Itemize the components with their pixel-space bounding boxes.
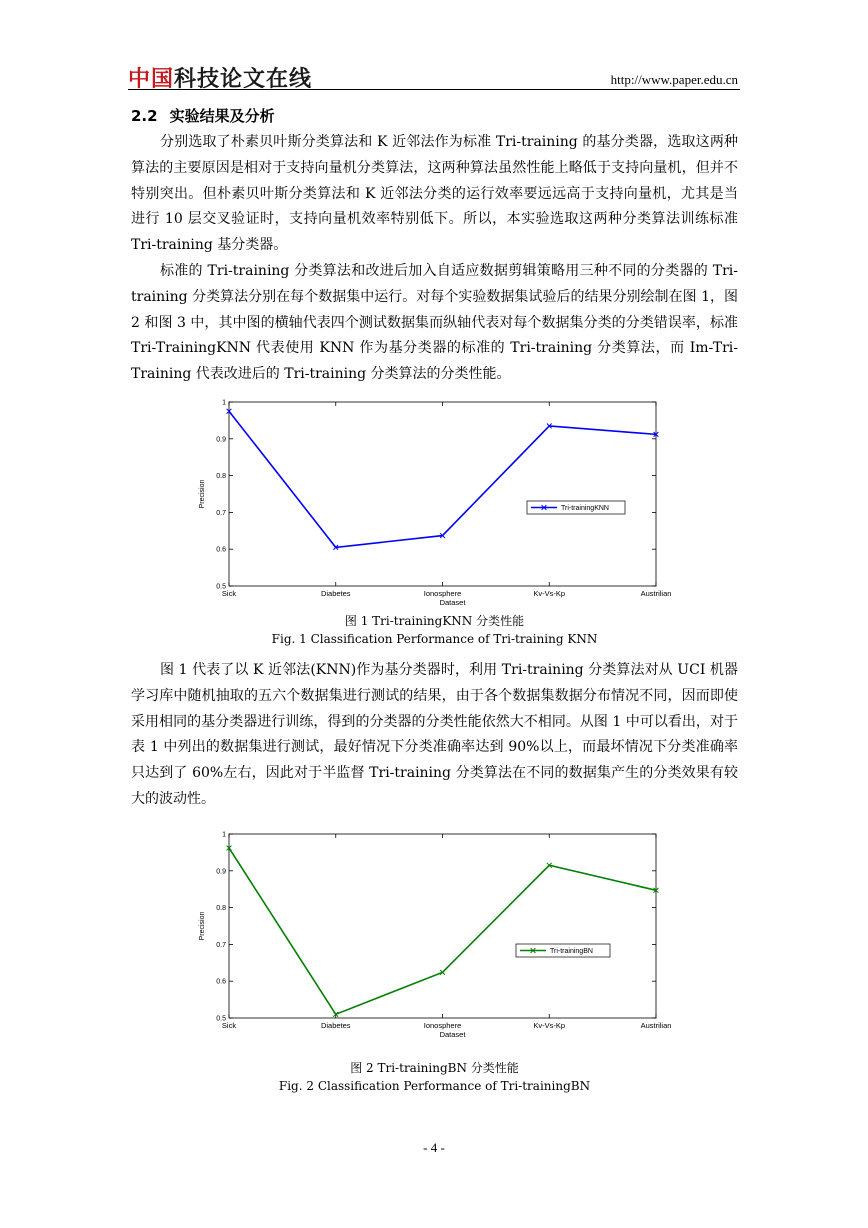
- x-tick-label: Diabetes: [320, 1021, 351, 1030]
- x-tick-label: Ionosphere: [423, 589, 462, 598]
- x-tick-label: Kv-Vs-Kp: [533, 1021, 566, 1030]
- series-line: [229, 411, 656, 547]
- logo-red-text: 中国: [128, 67, 175, 92]
- y-tick-label: 0.6: [216, 978, 226, 986]
- figure-1-caption-en: Fig. 1 Classification Performance of Tri-training KNN: [271, 632, 598, 646]
- y-tick-label: 1: [222, 831, 226, 839]
- figure-2-chart: [190, 826, 690, 1042]
- figure-2-caption-en: Fig. 2 Classification Performance of Tri-trainingBN: [278, 1079, 591, 1093]
- legend: [516, 944, 610, 957]
- figure-1-caption: [131, 612, 738, 648]
- legend: [527, 501, 625, 514]
- x-tick-label: Austrilian: [640, 589, 672, 598]
- x-tick-label: Sick: [221, 1021, 237, 1030]
- y-tick-label: 0.7: [216, 509, 226, 517]
- header-divider: [128, 89, 740, 90]
- paragraph-3: 图 1 代表了以 K 近邻法(KNN)作为基分类器时，利用 Tri-training 分类算法对从 UCI 机器学习库中随机抽取的五六个数据集进行测试的结果，由于各个数据集数据分布情况不同，因而即使采用相同的基分类器进行训练，得到的分类器的分类性能依然大不相同。从图 1 中可以看出，对于表 1 中列出的数据集进行测试，最好情况下分类准确率达到 90%以上，而最坏情况下分类准确率只达到了 60%左右，因此对于半监督 Tri-training 分类算法在不同的数据集产生的分类效果有较大的波动性。: [131, 662, 738, 807]
- section-number: 2.2: [131, 107, 158, 125]
- section-title-text: 实验结果及分析: [169, 107, 275, 125]
- y-tick-label: 0.9: [216, 436, 226, 444]
- figure-2-caption-cn: 图 2 Tri-trainingBN 分类性能: [350, 1061, 519, 1075]
- y-axis-label: Precision: [199, 479, 206, 509]
- paragraph-1: 分别选取了朴素贝叶斯分类算法和 K 近邻法作为标准 Tri-training 的基分类器，选取这两种算法的主要原因是相对于支持向量机分类算法，这两种算法虽然性能上略低于支持向量机，但并不特别突出。但朴素贝叶斯分类算法和 K 近邻法分类的运行效率要远远高于支持向量机，尤其是当进行 10 层交叉验证时，支持向量机效率特别低下。所以，本实验选取这两种分类算法训练标准 Tri-training 基分类器。: [131, 134, 738, 254]
- y-tick-label: 0.8: [216, 905, 226, 913]
- y-tick-label: 0.5: [216, 1015, 226, 1023]
- x-tick-label: Sick: [221, 589, 237, 598]
- y-tick-label: 0.7: [216, 941, 226, 949]
- y-tick-label: 0.5: [216, 583, 226, 591]
- x-tick-label: Diabetes: [320, 589, 351, 598]
- y-tick-label: 0.8: [216, 473, 226, 481]
- y-tick-label: 0.6: [216, 546, 226, 554]
- y-tick-label: 0.9: [216, 868, 226, 876]
- legend-label: Tri-trainingKNN: [561, 505, 609, 512]
- logo-dark-text: 科技论文在线: [174, 67, 313, 92]
- series-line: [229, 848, 656, 1014]
- figure-2-caption: [131, 1059, 738, 1095]
- figure-1-caption-cn: 图 1 Tri-trainingKNN 分类性能: [344, 614, 525, 628]
- x-tick-label: Ionosphere: [423, 1021, 462, 1030]
- section-heading: [131, 105, 275, 126]
- figure-1-chart: [190, 394, 690, 610]
- x-tick-label: Kv-Vs-Kp: [533, 589, 566, 598]
- x-axis-label: Dataset: [439, 1030, 466, 1039]
- legend-label: Tri-trainingBN: [550, 948, 593, 955]
- y-tick-label: 1: [222, 399, 226, 407]
- plot-frame: [229, 834, 656, 1018]
- page-number: - 4 -: [423, 1140, 445, 1155]
- y-axis-label: Precision: [199, 911, 206, 941]
- header-url[interactable]: http://www.paper.edu.cn: [610, 72, 738, 87]
- x-tick-label: Austrilian: [640, 1021, 672, 1030]
- paragraph-2: 标准的 Tri-training 分类算法和改进后加入自适应数据剪辑策略用三种不同的分类器的 Tri-training 分类算法分别在每个数据集中运行。对每个实验数据集试验后的结果分别绘制在图 1，图 2 和图 3 中，其中图的横轴代表四个测试数据集而纵轴代表对每个数据集分类的分类错误率，标准 Tri-TrainingKNN 代表使用 KNN 作为基分类器的标准的 Tri-training 分类算法，而 Im-Tri-Training 代表改进后的 Tri-training 分类算法的分类性能。: [131, 263, 738, 383]
- x-axis-label: Dataset: [439, 598, 466, 607]
